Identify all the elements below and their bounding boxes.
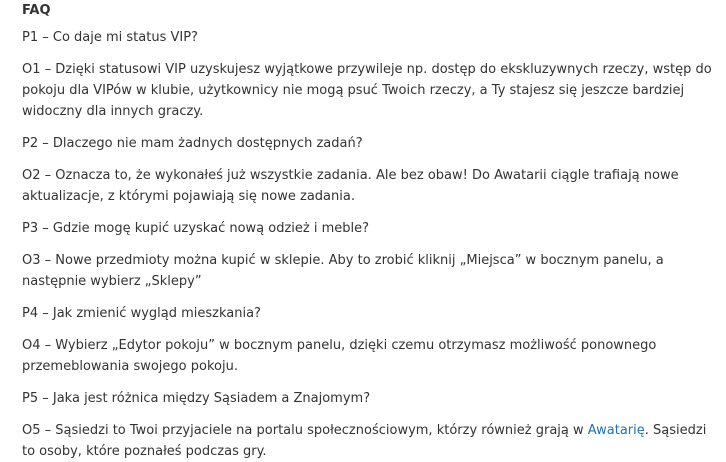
faq-question-3: P3 – Gdzie mogę kupić uzyskać nową odzież i meble? bbox=[22, 221, 370, 236]
faq-question-1: P1 – Co daje mi status VIP? bbox=[22, 30, 198, 45]
faq-title: FAQ bbox=[22, 3, 51, 18]
faq-answer-3: O3 – Nowe przedmioty można kupić w sklepie. Aby to zrobić kliknij „Miejsca” w bocznym panelu, a następnie wybierz „Sklepy” bbox=[22, 253, 664, 289]
faq-answer-4: O4 – Wybierz „Edytor pokoju” w bocznym panelu, dzięki czemu otrzymasz możliwość ponownego przemeblowania swojego pokoju. bbox=[22, 338, 657, 374]
faq-question-4: P4 – Jak zmienić wygląd mieszkania? bbox=[22, 306, 261, 321]
awataria-link[interactable]: Awatarię bbox=[587, 423, 645, 438]
faq-answer-5-text-after: . Sąsiedzi to osoby, które poznałeś podczas gry. bbox=[22, 423, 707, 459]
faq-question-2: P2 – Dlaczego nie mam żadnych dostępnych zadań? bbox=[22, 136, 363, 151]
faq-answer-1: O1 – Dzięki statusowi VIP uzyskujesz wyjątkowe przywileje np. dostęp do ekskluzywnych rzeczy, wstęp do pokoju dla VIPów w klubie, użytkownicy nie mogą psuć Twoich rzeczy, a Ty stajesz się jeszcze bardziej widoczny dla innych graczy. bbox=[22, 62, 712, 119]
faq-answer-2: O2 – Oznacza to, że wykonałeś już wszystkie zadania. Ale bez obaw! Do Awatarii ciągle trafiają nowe aktualizacje, z którymi pojawiają się nowe zadania. bbox=[22, 168, 679, 204]
faq-answer-5 bbox=[22, 420, 712, 462]
faq-answer-5-text-before: O5 – Sąsiedzi to Twoi przyjaciele na portalu społecznościowym, którzy również grają w bbox=[22, 423, 588, 438]
faq-question-5: P5 – Jaka jest różnica między Sąsiadem a Znajomym? bbox=[22, 391, 371, 406]
